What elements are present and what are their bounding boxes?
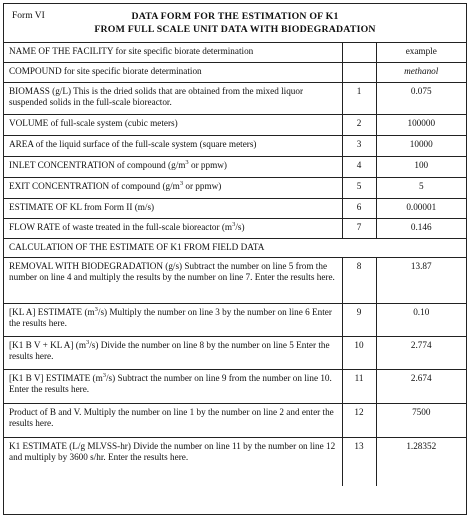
row-label: [K1 B V + KL A] $(m^3/s)$ Divide the number on line 8 by the number on line 5 Enter the results here. bbox=[4, 336, 342, 369]
table-row bbox=[4, 198, 466, 218]
table-row bbox=[4, 403, 466, 437]
row-label: FLOW RATE of waste treated in the full-scale bioreactor $(m^3/s)$ bbox=[4, 218, 342, 238]
table-row bbox=[4, 218, 466, 238]
row-value: 2.774 bbox=[376, 336, 466, 369]
table-row bbox=[4, 156, 466, 177]
table-row bbox=[4, 62, 466, 82]
form-tag: Form VI bbox=[12, 11, 45, 21]
row-label: [K1 B V] ESTIMATE $(m^3/s)$ Subtract the number on line 9 from the number on line 10. Enter the results here. bbox=[4, 369, 342, 403]
row-value: 5 bbox=[376, 177, 466, 198]
row-label: Product of B and V. Multiply the number on line 1 by the number on line 2 and enter the results here. bbox=[4, 403, 342, 437]
table-row bbox=[4, 114, 466, 135]
row-number: 11 bbox=[342, 369, 376, 403]
table-row bbox=[4, 336, 466, 369]
row-value: 10000 bbox=[376, 135, 466, 156]
row-label: ESTIMATE OF KL from Form II (m/s) bbox=[4, 198, 342, 218]
table-row bbox=[4, 437, 466, 486]
row-label: [KL A] ESTIMATE $(m^3/s)$ Multiply the number on line 3 by the number on line 6 Enter the results here. bbox=[4, 303, 342, 336]
row-number: 8 bbox=[342, 257, 376, 303]
row-label: COMPOUND for site specific biorate determination bbox=[4, 62, 342, 82]
row-number: 2 bbox=[342, 114, 376, 135]
section-heading-row bbox=[4, 238, 466, 257]
table-row bbox=[4, 135, 466, 156]
row-value: 2.674 bbox=[376, 369, 466, 403]
table-row bbox=[4, 303, 466, 336]
row-number: 13 bbox=[342, 437, 376, 486]
form-header bbox=[4, 4, 466, 43]
table-row bbox=[4, 43, 466, 62]
row-label: EXIT CONCENTRATION of compound ($g/m^3$ or ppmw) bbox=[4, 177, 342, 198]
row-number bbox=[342, 43, 376, 62]
row-number: 6 bbox=[342, 198, 376, 218]
row-label: REMOVAL WITH BIODEGRADATION (g/s) Subtract the number on line 5 from the number on line 4 and multiply the results by the number on line 7. Enter the results here. bbox=[4, 257, 342, 303]
section-heading: CALCULATION OF THE ESTIMATE OF K1 FROM FIELD DATA bbox=[4, 238, 466, 257]
form-title-line1: DATA FORM FOR THE ESTIMATION OF K1 bbox=[131, 11, 339, 22]
row-value: 0.10 bbox=[376, 303, 466, 336]
row-number: 3 bbox=[342, 135, 376, 156]
row-label: AREA of the liquid surface of the full-scale system (square meters) bbox=[4, 135, 342, 156]
table-row bbox=[4, 257, 466, 303]
row-value: example bbox=[376, 43, 466, 62]
row-label: NAME OF THE FACILITY for site specific biorate determination bbox=[4, 43, 342, 62]
row-value: 100 bbox=[376, 156, 466, 177]
table-row bbox=[4, 369, 466, 403]
row-value: 13.87 bbox=[376, 257, 466, 303]
row-label: BIOMASS (g/L) This is the dried solids that are obtained from the mixed liquor suspended solids in the full-scale bioreactor. bbox=[4, 82, 342, 114]
row-number: 7 bbox=[342, 218, 376, 238]
row-value: 7500 bbox=[376, 403, 466, 437]
row-value: 0.146 bbox=[376, 218, 466, 238]
row-number: 5 bbox=[342, 177, 376, 198]
row-number: 12 bbox=[342, 403, 376, 437]
row-label: K1 ESTIMATE (L/g MLVSS-hr) Divide the number on line 11 by the number on line 12 and multiply by 3600 s/hr. Enter the results here. bbox=[4, 437, 342, 486]
row-number: 9 bbox=[342, 303, 376, 336]
row-value: 1.28352 bbox=[406, 440, 437, 451]
table-row bbox=[4, 177, 466, 198]
row-value: 0.00001 bbox=[376, 198, 466, 218]
data-form bbox=[3, 3, 467, 515]
row-number: 1 bbox=[342, 82, 376, 114]
row-label: VOLUME of full-scale system (cubic meters) bbox=[4, 114, 342, 135]
row-number: 4 bbox=[342, 156, 376, 177]
row-label: INLET CONCENTRATION of compound ($g/m^3$ or ppmw) bbox=[4, 156, 342, 177]
table-row bbox=[4, 82, 466, 114]
row-value: 100000 bbox=[376, 114, 466, 135]
form-title-line2: FROM FULL SCALE UNIT DATA WITH BIODEGRADATION bbox=[94, 24, 376, 35]
data-table bbox=[4, 43, 466, 486]
row-number: 10 bbox=[342, 336, 376, 369]
row-value: methanol bbox=[376, 62, 466, 82]
row-value: 0.075 bbox=[376, 82, 466, 114]
row-number bbox=[342, 62, 376, 82]
